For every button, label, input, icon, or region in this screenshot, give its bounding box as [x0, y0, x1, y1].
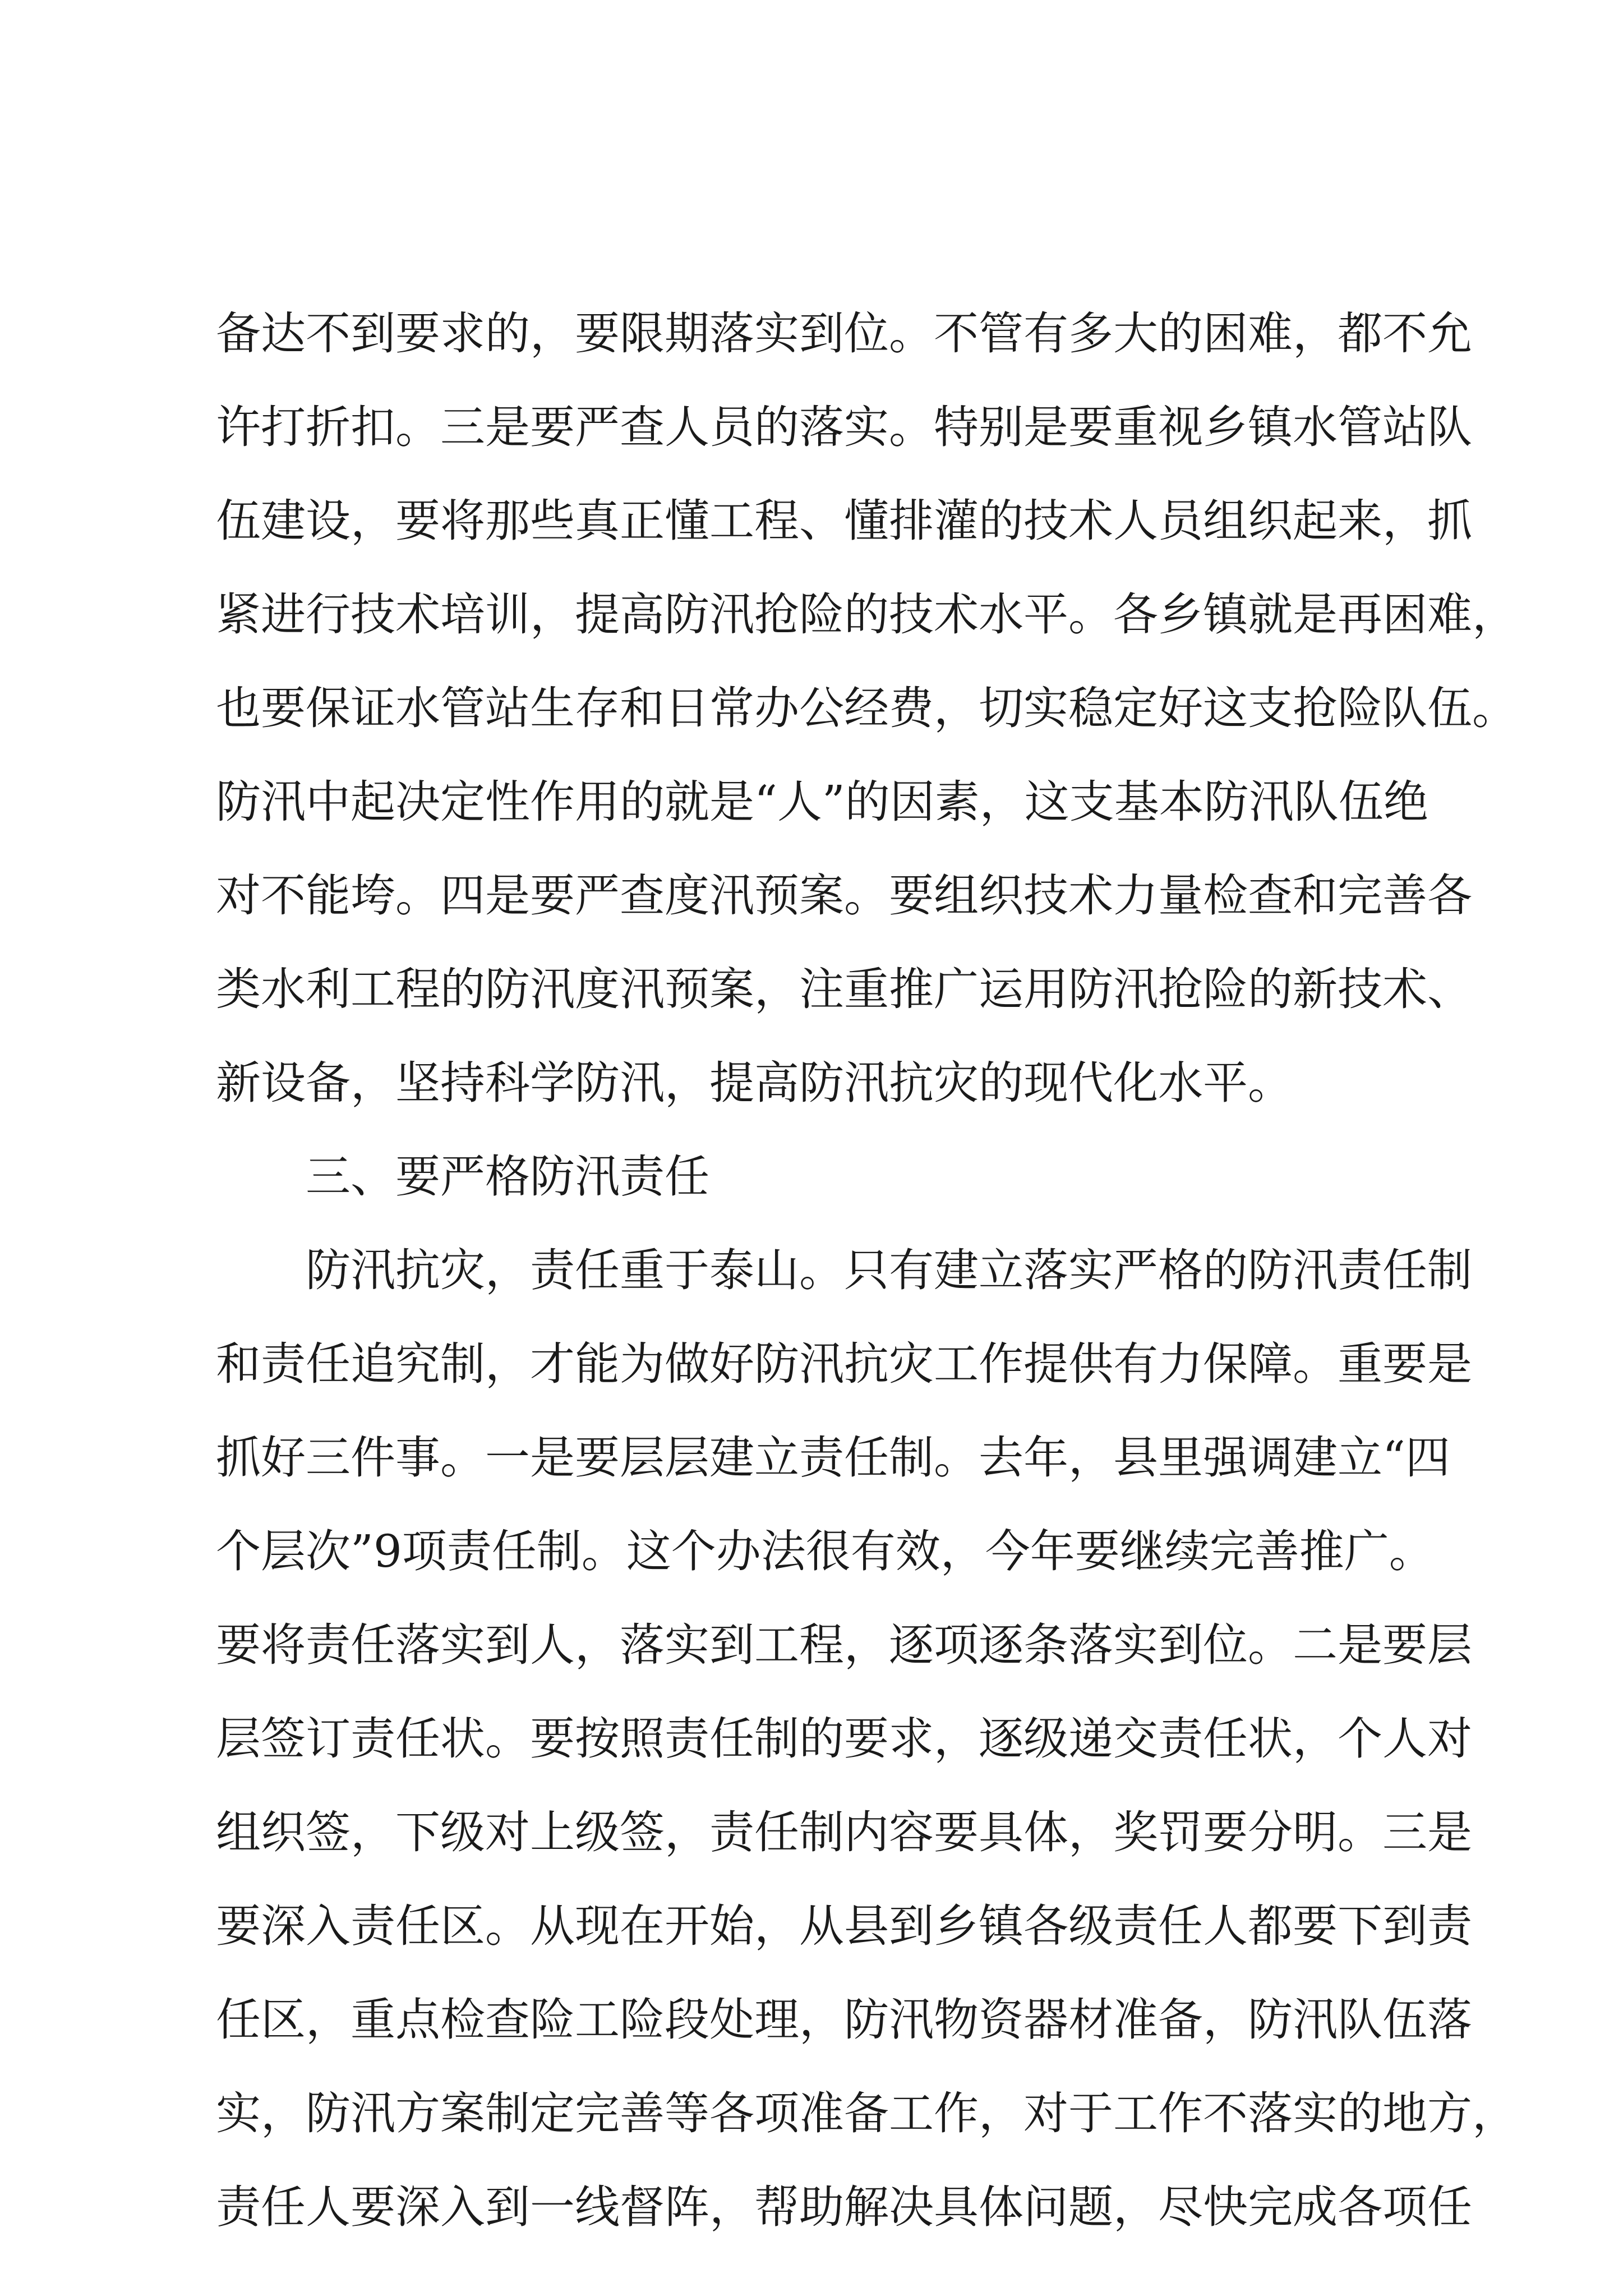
body-line: 实，防汛方案制定完善等各项准备工作，对于工作不落实的地方， [216, 2087, 1517, 2139]
body-line: 伍建设，要将那些真正懂工程、懂排灌的技术人员组织起来，抓 [216, 495, 1472, 547]
body-line: 紧进行技术培训，提高防汛抢险的技术水平。各乡镇就是再困难， [216, 588, 1517, 641]
body-line: 许打折扣。三是要严查人员的落实。特别是要重视乡镇水管站队 [216, 401, 1472, 453]
body-line: 新设备，坚持科学防汛，提高防汛抗灾的现代化水平。 [216, 1057, 1293, 1109]
body-line: 层签订责任状。要按照责任制的要求，逐级递交责任状，个人对 [216, 1713, 1472, 1765]
body-line: 类水利工程的防汛度汛预案，注重推广运用防汛抢险的新技术、 [216, 963, 1472, 1015]
body-line: 防汛抗灾，责任重于泰山。只有建立落实严格的防汛责任制 [306, 1244, 1472, 1296]
body-line: 要将责任落实到人，落实到工程，逐项逐条落实到位。二是要层 [216, 1619, 1472, 1671]
body-line: 抓好三件事。一是要层层建立责任制。去年，县里强调建立“四 [216, 1432, 1450, 1484]
body-line: 任区，重点检查险工险段处理，防汛物资器材准备，防汛队伍落 [216, 1994, 1472, 2046]
body-line: 要深入责任区。从现在开始，从县到乡镇各级责任人都要下到责 [216, 1900, 1472, 1952]
body-line: 组织签，下级对上级签，责任制内容要具体，奖罚要分明。三是 [216, 1806, 1472, 1858]
body-line: 备达不到要求的，要限期落实到位。不管有多大的困难，都不允 [216, 307, 1472, 360]
body-line: 个层次”9项责任制。这个办法很有效，今年要继续完善推广。 [216, 1525, 1434, 1577]
body-line: 和责任追究制，才能为做好防汛抗灾工作提供有力保障。重要是 [216, 1338, 1472, 1390]
body-line: 防汛中起决定性作用的就是“人”的因素，这支基本防汛队伍绝 [216, 776, 1428, 828]
body-line: 也要保证水管站生存和日常办公经费，切实稳定好这支抢险队伍。 [216, 682, 1517, 734]
section-heading: 三、要严格防汛责任 [306, 1151, 709, 1203]
body-line: 对不能垮。四是要严查度汛预案。要组织技术力量检查和完善各 [216, 869, 1472, 922]
body-line: 责任人要深入到一线督阵，帮助解决具体问题，尽快完成各项任 [216, 2181, 1472, 2233]
